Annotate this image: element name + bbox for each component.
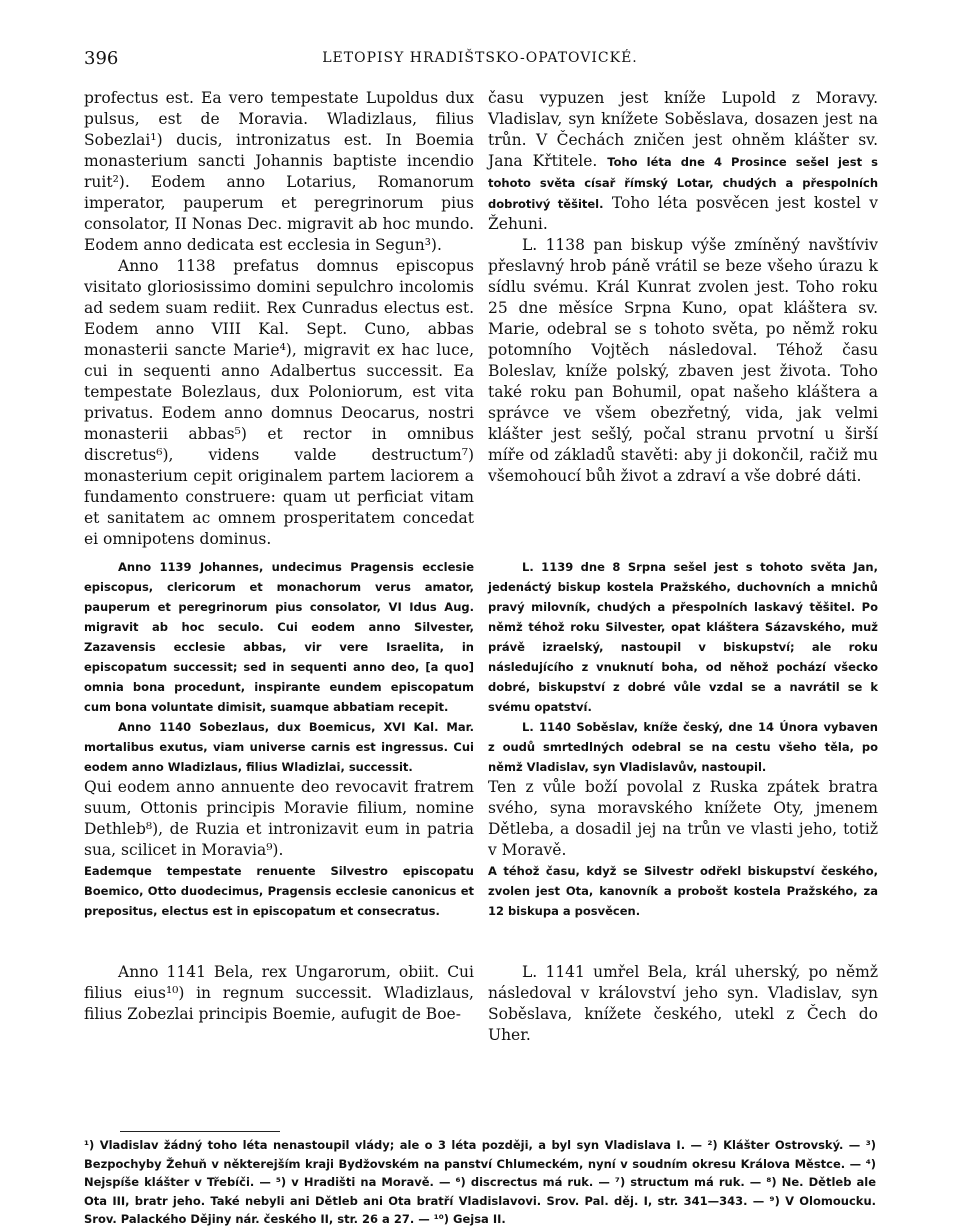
latin-block-4-large: Qui eodem anno annuente deo revocavit fratrem suum, Ottonis principis Moravie filium, nomine Dethleb⁸), de Ruzia et intronizavit eum in patria sua, scilicet in Moravia⁹). [84, 778, 474, 859]
latin-block-4-small: Anno 1140 Sobezlaus, dux Boemicus, XVI Kal. Mar. mortalibus exutus, viam universe carnis est ingressus. Cui eodem anno Wladizlaus, filius Wladizlai, successit. [84, 720, 474, 774]
latin-block-2: Anno 1138 prefatus domnus episcopus visitato gloriosissimo domini sepulchro incolomis ad sedem suam rediit. Rex Cunradus electus est. Eodem anno VIII Kal. Sept. Cuno, abbas monasterii sancte Marie⁴), migravit ex hac luce, cui in sequenti anno Adalbertus successit. Ea tempestate Bolezlaus, dux Poloniorum, est vita privatus. Eodem anno domnus Deocarus, nostri monasterii abbas⁵) et rector in omnibus discretus⁶), videns valde destructum⁷) monasterium cepit originalem partem laciorem a fundamento construere: quam ut perficiat vitam et sanitatem ac omnem prosperitatem concedat ei omnipotens dominus. [84, 257, 474, 548]
footnote-divider [120, 1131, 280, 1132]
latin-block-5: Anno 1141 Bela, rex Ungarorum, obiit. Cui filius eius¹⁰) in regnum successit. Wladizlaus, filius Zobezlai principis Boemie, aufugit de Boe- [84, 963, 474, 1023]
czech-block-4-small: L. 1140 Soběslav, kníže český, dne 14 Února vybaven z oudů smrtedlných odebral se na cestu všeho těla, po němž Vladislav, syn Vladislavův, nastoupil. [488, 720, 878, 774]
czech-block-1-small: Toho léta dne 4 Prosince sešel jest s tohoto světa císař římský Lotar, chudých a přespolních dobrotivý těšitel. [488, 155, 878, 211]
czech-block-5: L. 1141 umřel Bela, král uherský, po němž následoval v království jeho syn. Vladislav, syn Soběslava, knížete českého, utekl z Čech do Uher. [488, 963, 878, 1044]
czech-block-4-small-2: A téhož času, když se Silvestr odřekl biskupství českého, zvolen jest Ota, kanovník a probošt kostela Pražského, za 12 biskupa a posvěcen. [488, 864, 878, 918]
czech-column [488, 88, 878, 487]
czech-column-bottom [488, 962, 878, 1046]
czech-block-2: L. 1138 pan biskup výše zmíněný navštíviv přeslavný hrob páně vrátil se beze všeho úrazu k sídlu svému. Král Kunrat zvolen jest. Toho roku 25 dne měsíce Srpna Kuno, opat kláštera sv. Marie, odebral se s tohoto světa, po němž roku potomního Vojtěch následoval. Téhož času Boleslav, kníže polský, zbaven jest života. Toho také roku pan Bohumil, opat našeho kláštera a správce ve všem obezřetný, vida, jak velmi klášter jest sešlý, počal stranu prvotní u širší míře od základů stavěti: aby ji dokončil, račiž mu všemohoucí bůh život a zdraví a vše dobré dáti. [488, 236, 878, 485]
latin-block-4-small-2: Eademque tempestate renuente Silvestro episcopatu Boemico, Otto duodecimus, Pragensis ecclesie canonicus et prepositus, electus est in episcopatum et consecratus. [84, 864, 474, 918]
latin-column-bottom [84, 962, 474, 1025]
czech-block-1-text: času vypuzen jest kníže Lupold z Moravy. Vladislav, syn knížete Soběslava, dosazen jest na trůn. V Čechách zničen jest ohněm klášter sv. Jana Křtitele. [488, 89, 878, 170]
czech-column-lower [488, 557, 878, 921]
czech-block-4-large: Ten z vůle boží povolal z Ruska zpátek bratra svého, syna moravského knížete Oty, jmenem Dětleba, a dosadil jej na trůn ve vlasti jeho, totiž v Moravě. [488, 778, 878, 859]
page-number: 396 [84, 48, 119, 69]
latin-column [84, 88, 474, 550]
latin-block-1: profectus est. Ea vero tempestate Lupoldus dux pulsus, est de Moravia. Wladizlaus, filius Sobezlai¹) ducis, intronizatus est. In Boemia monasterium sancti Johannis baptiste incendio ruit²). Eodem anno Lotarius, Romanorum imperator, pauperum et peregrinorum pius consolator, II Nonas Dec. migravit ab hoc mundo. Eodem anno dedicata est ecclesia in Segun³). [84, 89, 474, 254]
czech-block-1-end: Toho léta posvěcen jest kostel v Žehuni. [488, 194, 878, 233]
running-head: LETOPISY HRADIŠTSKO-OPATOVICKÉ. [322, 50, 638, 66]
latin-column-lower [84, 557, 474, 921]
footnotes: ¹) Vladislav žádný toho léta nenastoupil vlády; ale o 3 léta později, a byl syn Vladislava I. — ²) Klášter Ostrovský. — ³) Bezpochyby Žehuň v některejším kraji Bydžovském na panství Chlumeckém, nyní v soudním okresu Králova Městce. — ⁴) Nejspíše klášter v Třebíči. — ⁵) v Hradišti na Moravě. — ⁶) discrectus má ruk. — ⁷) structum má ruk. — ⁸) Ne. Dětleb ale Ota III, bratr jeho. Také nebyli ani Dětleb ani Ota bratří Vladislavovi. Srov. Pal. děj. I, str. 341—343. — ⁹) V Olomoucku. Srov. Palackého Dějiny nár. českého II, str. 26 a 27. — ¹⁰) Gejsa II. [84, 1138, 876, 1226]
czech-block-3: L. 1139 dne 8 Srpna sešel jest s tohoto světa Jan, jedenáctý biskup kostela Pražského, duchovních a mnichů pravý milovník, chudých a přespolních laskavý těšitel. Po němž téhož roku Silvester, opat kláštera Sázavského, muž právě izraelský, nastoupil v biskupství; ale roku následujícího z vnuknutí boha, od něhož pochází všecko dobré, biskupství z dobré vůle vzdal se a navrátil se k svému opatství. [488, 560, 878, 714]
latin-block-3: Anno 1139 Johannes, undecimus Pragensis ecclesie episcopus, clericorum et monachorum verus amator, pauperum et peregrinorum pius consolator, VI Idus Aug. migravit ab hoc seculo. Cui eodem anno Silvester, Zazavensis ecclesie abbas, vir vere Israelita, in episcopatum successit; sed in sequenti anno deo, [a quo] omnia bona procedunt, inspirante eundem episcopatum cum bona voluntate dimisit, suamque abbatiam recepit. [84, 560, 474, 714]
czech-block-1 [488, 88, 878, 235]
